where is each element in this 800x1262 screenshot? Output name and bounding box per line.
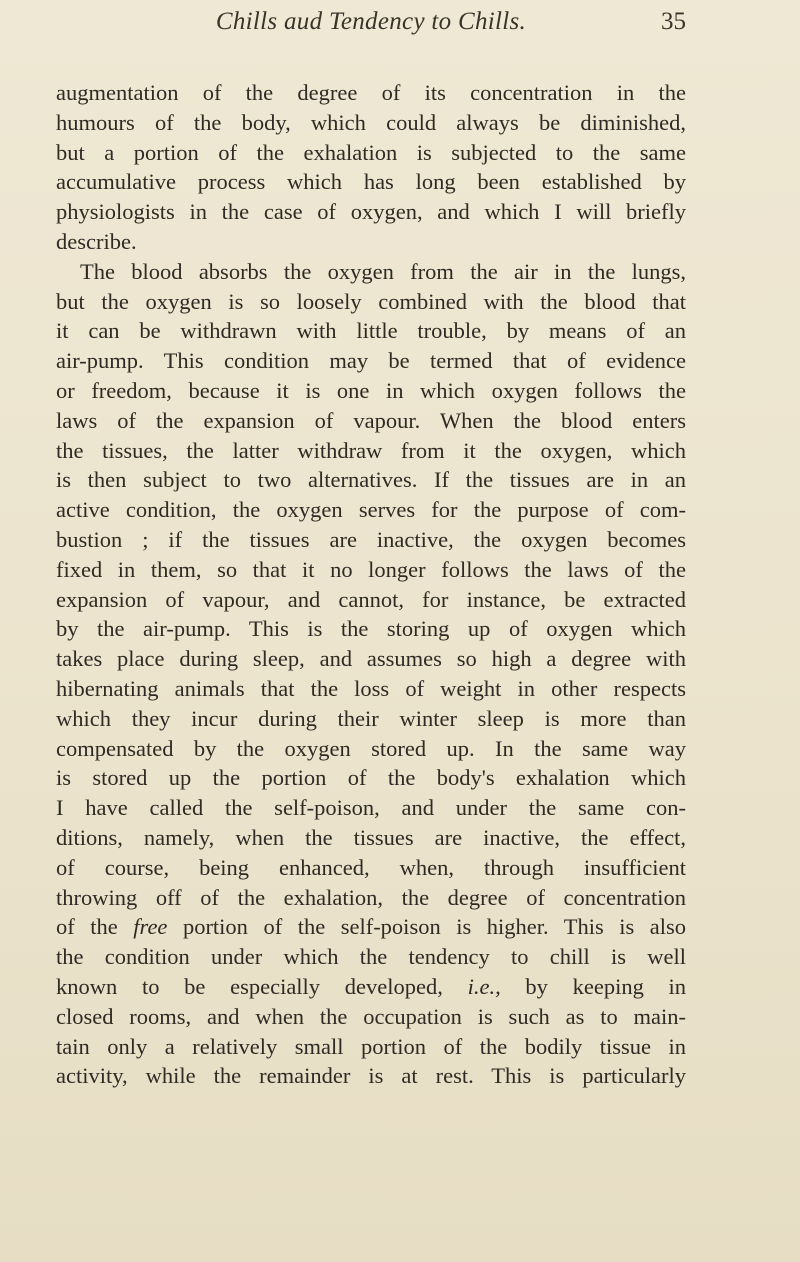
text-line: fixed in them, so that it no longer follows the laws of the <box>56 556 686 582</box>
text-line: of course, being enhanced, when, through insufficient <box>56 854 686 880</box>
paragraph-2 <box>56 257 686 1091</box>
text-line: compensated by the oxygen stored up. In the same way <box>56 735 687 761</box>
line-segment: of the <box>56 914 118 940</box>
text-line: air-pump. This condition may be termed that of evidence <box>56 348 687 374</box>
text-line: but a portion of the exhalation is subjected to the same <box>56 139 687 165</box>
text-line: bustion ; if the tissues are inactive, the oxygen becomes <box>56 526 686 552</box>
text-line: humours of the body, which could always be diminished, <box>56 109 687 135</box>
text-line: I have called the self-poison, and under the same con- <box>56 795 686 821</box>
text-line: throwing off of the exhalation, the degree of concentration <box>56 884 686 910</box>
text-line: but the oxygen is so loosely combined with the blood that <box>56 288 686 314</box>
text-line: is stored up the portion of the body's exhalation which <box>56 765 687 791</box>
page-number: 35 <box>661 8 686 35</box>
text-line-with-italic <box>56 912 686 942</box>
text-line: by the air-pump. This is the storing up of oxygen which <box>56 616 686 642</box>
text-line: physiologists in the case of oxygen, and which I will briefly <box>56 199 686 225</box>
text-line: active condition, the oxygen serves for the purpose of com- <box>56 497 686 523</box>
line-segment: portion of the self-poison is higher. This is also <box>182 914 686 940</box>
text-line: is then subject to two alternatives. If the tissues are in an <box>56 467 686 493</box>
line-segment: known to be especially developed, <box>56 973 443 999</box>
text-line: accumulative process which has long been established by <box>56 169 686 195</box>
text-line: which they incur during their winter sleep is more than <box>56 705 686 731</box>
text-line: or freedom, because it is one in which oxygen follows the <box>56 377 686 403</box>
text-line: describe. <box>56 228 137 254</box>
text-line: the condition under which the tendency to chill is well <box>56 944 687 970</box>
paragraph-1 <box>56 78 686 257</box>
text-line: tain only a relatively small portion of the bodily tissue in <box>56 1033 686 1059</box>
italic-word: free <box>133 914 168 940</box>
text-line: it can be withdrawn with little trouble, by means of an <box>56 318 687 344</box>
text-line: closed rooms, and when the occupation is such as to main- <box>56 1003 687 1029</box>
text-line: laws of the expansion of vapour. When the blood enters <box>56 407 686 433</box>
text-line: takes place during sleep, and assumes so high a degree with <box>56 646 686 672</box>
line-segment: by keeping in <box>525 973 687 999</box>
running-head <box>56 8 686 48</box>
text-line: hibernating animals that the loss of weight in other respects <box>56 675 686 701</box>
running-title: Chills aud Tendency to Chills. <box>215 8 527 35</box>
text-line: The blood absorbs the oxygen from the air in the lungs, <box>80 258 686 284</box>
text-line: the tissues, the latter withdraw from it the oxygen, which <box>56 437 687 463</box>
text-line: ditions, namely, when the tissues are inactive, the effect, <box>56 824 686 850</box>
text-line: augmentation of the degree of its concentration in the <box>56 80 686 105</box>
italic-abbreviation: i.e., <box>467 973 501 999</box>
text-line-with-italic <box>56 972 686 1002</box>
text-line: activity, while the remainder is at rest. This is particularly <box>56 1063 687 1089</box>
body-text <box>56 78 686 1091</box>
text-line: expansion of vapour, and cannot, for instance, be extracted <box>56 586 686 612</box>
